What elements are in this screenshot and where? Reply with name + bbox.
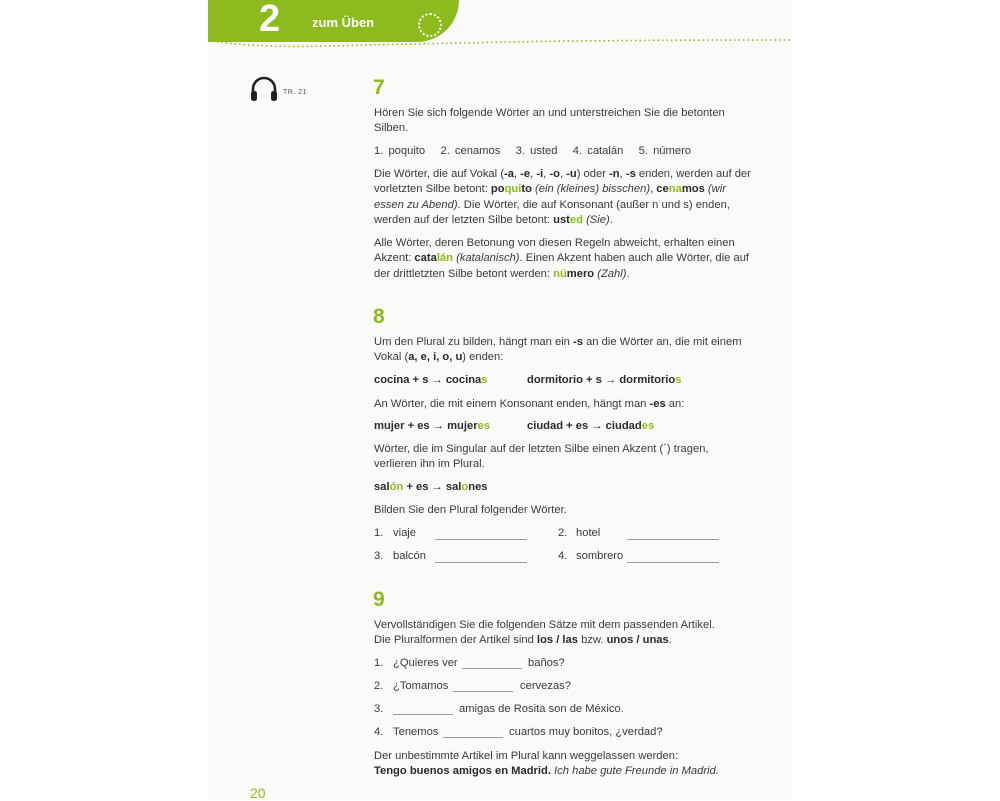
plural-example-es-1: mujer + es → mujeres [374, 420, 490, 432]
answer-blank[interactable] [627, 561, 719, 563]
list-item: 2. [374, 680, 384, 692]
sentence-end: cervezas? [520, 680, 571, 692]
answer-blank[interactable] [462, 667, 522, 669]
answer-blank[interactable] [435, 561, 527, 563]
plural-example-s-1: cocina + s → cocinas [374, 374, 488, 386]
sentence-end: amigas de Rosita son de México. [459, 703, 624, 715]
exercise-9-instruction: Vervollständigen Sie die folgenden Sätze mit dem passenden Artikel. Die Pluralformen der Artikel sind los / las bzw. unos / unas. [374, 619, 715, 647]
chapter-number: 2 [259, 0, 281, 40]
plural-example-s-2: dormitorio + s → dormitorios [527, 374, 682, 386]
audio-track-label: TR. 21 [283, 89, 308, 96]
plural-example-accent: salón + es → salones [374, 481, 488, 493]
list-item: 2. [558, 527, 568, 539]
list-item: 4. [374, 726, 384, 738]
word-item: 5. número [638, 145, 692, 157]
answer-blank[interactable] [393, 713, 453, 715]
exercise-number-7: 7 [373, 76, 385, 99]
section-title: zum Üben [312, 15, 375, 30]
word-item: 3. usted [515, 145, 558, 157]
sentence-start: Tenemos [393, 726, 439, 738]
exercise-8-intro: Um den Plural zu bilden, hängt man ein -s an die Wörter an, die mit einem Vokal (a, e, i, o, u) enden: [374, 336, 742, 364]
sentence-start: ¿Tomamos [393, 680, 449, 692]
answer-blank[interactable] [435, 538, 527, 540]
list-item: 1. [374, 527, 384, 539]
answer-blank[interactable] [627, 538, 719, 540]
answer-blank[interactable] [443, 736, 503, 738]
exercise-7-word-list [374, 144, 754, 159]
exercise-9-note: Der unbestimmte Artikel im Plural kann weggelassen werden: Tengo buenos amigos en Madrid. Ich habe gute Freunde in Madrid. [374, 750, 719, 778]
list-item: 1. [374, 657, 384, 669]
list-item: 3. [374, 703, 384, 715]
word-item: 2. cenamos [440, 145, 501, 157]
sentence-start: ¿Quieres ver [393, 657, 458, 669]
page-number: 20 [250, 785, 266, 801]
exercise-7-rule-2: Alle Wörter, deren Betonung von diesen Regeln abweicht, erhalten einen Akzent: catalán (katalanisch). Einen Akzent haben auch alle Wörter, die auf der drittletzten Silbe betont werden: número (Zahl). [374, 237, 750, 280]
dotted-circle-icon [418, 13, 442, 37]
headphones-icon[interactable] [249, 75, 279, 103]
sentence-end: cuartos muy bonitos, ¿verdad? [509, 726, 663, 738]
exercise-7-rule-1: Die Wörter, die auf Vokal (-a, -e, -i, -o, -u) oder -n, -s enden, werden auf der vorletzten Silbe betont: poquito (ein (kleines) bisschen), cenamos (wir essen zu Abend). Die Wörter, die auf Konsonant (außer n und s) enden, werden auf der letzten Silbe betont: usted (Sie). [374, 168, 751, 227]
list-item: 3. [374, 550, 384, 562]
exercise-8-task: Bilden Sie den Plural folgender Wörter. [374, 504, 567, 516]
answer-blank[interactable] [453, 690, 513, 692]
exercise-number-9: 9 [373, 588, 385, 611]
list-item: 4. [558, 550, 568, 562]
dotted-divider [208, 36, 792, 50]
plural-example-es-2: ciudad + es → ciudades [527, 420, 655, 432]
word-item: 4. catalán [572, 145, 624, 157]
list-item-word: balcón [393, 550, 426, 562]
list-item-word: hotel [576, 527, 601, 539]
exercise-number-8: 8 [373, 305, 385, 328]
exercise-8-accent-rule: Wörter, die im Singular auf der letzten Silbe einen Akzent (´) tragen, verlieren ihn im Plural. [374, 443, 709, 471]
exercise-8-consonant-rule: An Wörter, die mit einem Konsonant enden, hängt man -es an: [374, 398, 685, 410]
list-item-word: viaje [393, 527, 417, 539]
exercise-7-instruction: Hören Sie sich folgende Wörter an und unterstreichen Sie die betonten Silben. [374, 107, 725, 135]
list-item-word: sombrero [576, 550, 624, 562]
word-item: 1. poquito [374, 145, 426, 157]
sentence-end: baños? [528, 657, 565, 669]
